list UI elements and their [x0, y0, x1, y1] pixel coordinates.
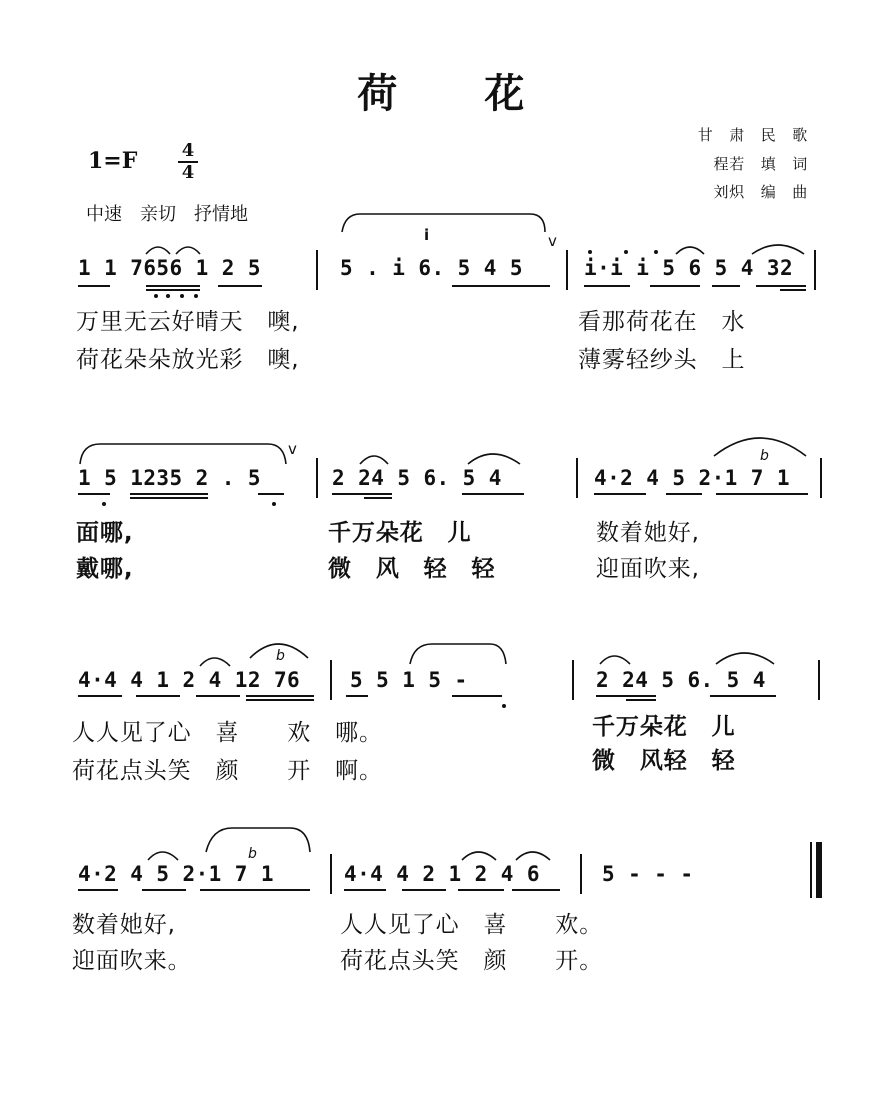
tempo-marking: 中速 亲切 抒情地 — [86, 204, 248, 225]
slur — [80, 444, 286, 464]
slur — [600, 656, 630, 664]
s4-lyric-1a: 数着她好, — [72, 912, 176, 938]
s3-measure-1: 4·4 4 1 2 4 12 76 — [78, 668, 301, 692]
s3-lyric-1b: 千万朵花 儿 — [592, 714, 736, 740]
slur — [146, 247, 170, 254]
credit-lyricist: 程若 填 词 — [713, 155, 808, 173]
s2-lyric-1a: 面哪, — [76, 520, 134, 546]
s2-lyric-2a: 戴哪, — [76, 556, 134, 582]
time-signature-bottom: 4 — [181, 162, 195, 183]
s3-lyric-2b: 微 风轻 轻 — [592, 748, 736, 774]
s2-measure-2: 2 24 5 6. 5 4 — [332, 466, 502, 490]
s4-lyric-2b: 荷花点头笑 颜 开。 — [340, 948, 604, 974]
s4-measure-2: 4·4 4 2 1 2 4 6 — [344, 862, 540, 886]
slur — [410, 644, 506, 664]
s1-measure-3: i·i i 5 6 5 4 32 — [584, 256, 794, 280]
slur — [468, 454, 520, 464]
breath-mark: v — [548, 232, 557, 250]
s1-lyric-1a: 万里无云好晴天 噢, — [76, 309, 300, 335]
credit-origin: 甘 肃 民 歌 — [697, 126, 808, 144]
song-title: 荷 花 — [357, 70, 527, 117]
flat-sign: b — [248, 846, 257, 862]
s3-lyric-1a: 人人见了心 喜 欢 哪。 — [72, 720, 383, 746]
s2-measure-3: 4·2 4 5 2·1 7 1 — [594, 466, 790, 490]
slur — [462, 852, 496, 860]
slur — [516, 852, 550, 860]
flat-sign: b — [276, 648, 285, 664]
s4-measure-3: 5 - - - — [602, 862, 694, 886]
s4-measure-1: 4·2 4 5 2·1 7 1 — [78, 862, 274, 886]
breath-mark: v — [288, 440, 297, 458]
flat-sign: b — [760, 448, 769, 464]
s2-lyric-2b: 微 风 轻 轻 — [328, 556, 496, 582]
slur — [360, 456, 388, 464]
s2-measure-1: 1 5 1235 2 . 5 — [78, 466, 261, 490]
s3-lyric-2a: 荷花点头笑 颜 开 啊。 — [72, 758, 383, 784]
s3-measure-3: 2 24 5 6. 5 4 — [596, 668, 766, 692]
credit-composer: 刘炽 编 曲 — [713, 183, 808, 201]
s4-lyric-2a: 迎面吹来。 — [72, 948, 192, 974]
s2-lyric-2c: 迎面吹来, — [596, 556, 700, 582]
s3-measure-2: 5 5 1 5 - — [350, 668, 468, 692]
s1-lyric-2a: 荷花朵朵放光彩 噢, — [76, 347, 300, 373]
key-signature: 1=F — [88, 148, 138, 174]
slur — [206, 828, 310, 852]
s1-measure-2: 5 . i 6. 5 4 5 — [340, 256, 523, 280]
slur — [200, 658, 230, 666]
slur — [342, 214, 545, 232]
time-signature-top: 4 — [181, 140, 195, 161]
slur — [752, 245, 804, 254]
s1-measure-1: 1 1 7656 1 2 5 — [78, 256, 261, 280]
grace-note: i — [424, 226, 430, 244]
slur — [148, 852, 178, 860]
s1-lyric-2b: 薄雾轻纱头 上 — [578, 347, 746, 373]
slur — [714, 438, 806, 456]
s2-lyric-1b: 千万朵花 儿 — [328, 520, 472, 546]
slur — [676, 247, 704, 254]
s2-lyric-1c: 数着她好, — [596, 520, 700, 546]
slur — [716, 653, 774, 664]
slur — [176, 247, 200, 254]
slur — [250, 644, 308, 658]
s4-lyric-1b: 人人见了心 喜 欢。 — [340, 912, 604, 938]
s1-lyric-1b: 看那荷花在 水 — [578, 309, 746, 335]
